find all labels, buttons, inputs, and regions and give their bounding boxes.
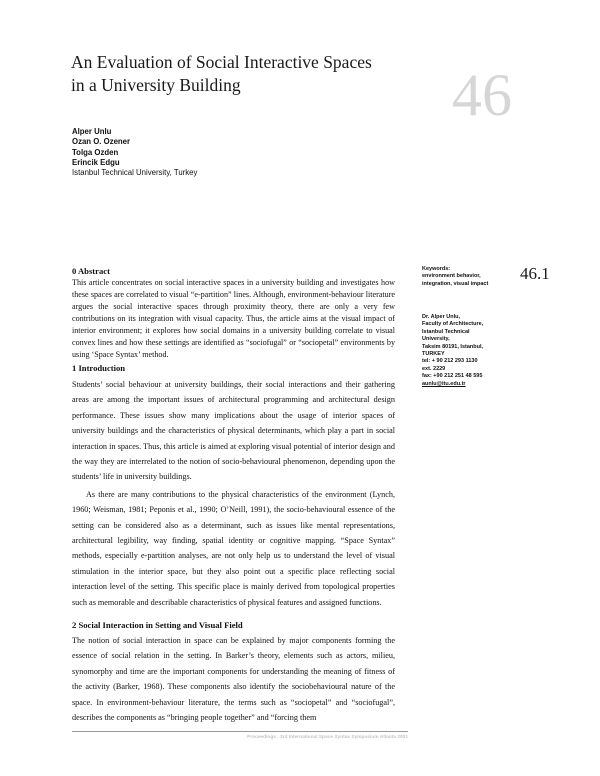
introduction-heading: 1 Introduction: [72, 363, 126, 373]
keywords-line-1: Keywords:: [422, 266, 451, 272]
introduction-paragraph-2: As there are many contributions to the physical characteristics of the environment (Lynch, 1960; Weisman, 1981; Peponis et al., 1990; O’Neill, 1991), the socio-behavioural essence of the setting can be considered also as a determinant, such as issues like mental representations, architectural legibility, way finding, spatial identity or cognitive mapping. “Space Syntax” methods, especially e-partition analyses, are not only help us to understand the level of visual stimulation in the interior space, but they also point out a specific place reflecting social interaction level of the setting. This specific place is mainly derived from topological properties such as memorable and describable characteristics of physical features and assigned functions.: [72, 489, 395, 607]
contact-line-8: ext. 2229: [422, 365, 446, 372]
footer-text: Proceedings . 3rd International Space Syntax Symposium Atlanta 2001: [247, 735, 408, 740]
contact-line-3: Istanbul Technical: [422, 328, 470, 335]
contact-line-7: tel: + 90 212 293 1130: [422, 358, 478, 365]
footer-rule: [72, 731, 408, 732]
abstract-section: [72, 266, 395, 361]
author-3: Tolga Ozden: [72, 147, 119, 157]
introduction-section: [72, 363, 395, 610]
contact-line-4: University,: [422, 336, 450, 343]
author-1: Alper Unlu: [72, 127, 112, 136]
paper-title: [71, 51, 411, 97]
email-link[interactable]: aunlu@itu.edu.tr: [422, 380, 466, 387]
abstract-heading: 0 Abstract: [72, 266, 110, 276]
contact-line-6: TURKEY: [422, 351, 445, 358]
title-line-1: An Evaluation of Social Interactive Spaces: [71, 52, 372, 72]
author-2: Ozan O. Ozener: [72, 137, 131, 147]
title-line-2: in a University Building: [71, 75, 241, 95]
keywords-line-2: environment behavior,: [422, 273, 481, 280]
author-4: Erincik Edgu: [72, 157, 120, 167]
keywords-line-3: integration, visual impact: [422, 280, 489, 287]
affiliation: Istanbul Technical University, Turkey: [72, 168, 198, 178]
paper-number: 46: [452, 62, 512, 128]
contact-line-9: fax: +90 212 251 48 595: [422, 373, 483, 380]
abstract-text: This article concentrates on social interactive spaces in a university building and investigates how these spaces are correlated to visual “e-partition” lines. Although, environment-behaviour literature argues the social interactive spaces through proximity theory, there are only a very few contributions on its integration with visual capacity. Thus, the article aims at the visual impact of interior environment; it explores how social domains in a university building correlate to visual convex lines and how these settings are identified as “sociofugal” or “sociopetal” environments by using ‘Space Syntax’ method.: [72, 278, 395, 359]
contact-line-2: Faculty of Architecture,: [422, 321, 484, 328]
contact-line-5: Taksim 80191, Istanbul,: [422, 343, 484, 350]
section-number: 46.1: [520, 264, 550, 283]
keywords-block: [422, 266, 508, 288]
social-interaction-text: The notion of social interaction in space can be explained by major components forming the essence of social relation in the setting. In Barker’s theory, elements such as actors, milieu, synomorphy and time are the important components for understanding the meaning of fitness of the activity (Barker, 1968). These components also identify the sociobehavioural nature of the space. In environment-behaviour literature, the terms such as “sociopetal” and “sociofugal”, describes the components as “bringing people together” and “forcing them: [72, 636, 395, 723]
contact-line-1: Dr. Alper Unlu,: [422, 314, 460, 320]
social-interaction-section: [72, 620, 395, 725]
social-interaction-heading: 2 Social Interaction in Setting and Visual Field: [72, 620, 243, 630]
author-block: [72, 127, 197, 178]
contact-block: [422, 314, 508, 388]
introduction-paragraph-1: Students’ social behaviour at university buildings, their social interactions and their gathering areas are among the important issues of architectural programming and architectural design performance. These issues show many implications about the usage of interior spaces of university buildings and the characteristics of physical determinants, which play a part in social interaction in spaces. Thus, this article is aimed at exploring visual potential of interior design and the way they are interrelated to the notion of socio-behavioural phenomenon, depending upon the students’ life in university buildings.: [72, 380, 395, 482]
